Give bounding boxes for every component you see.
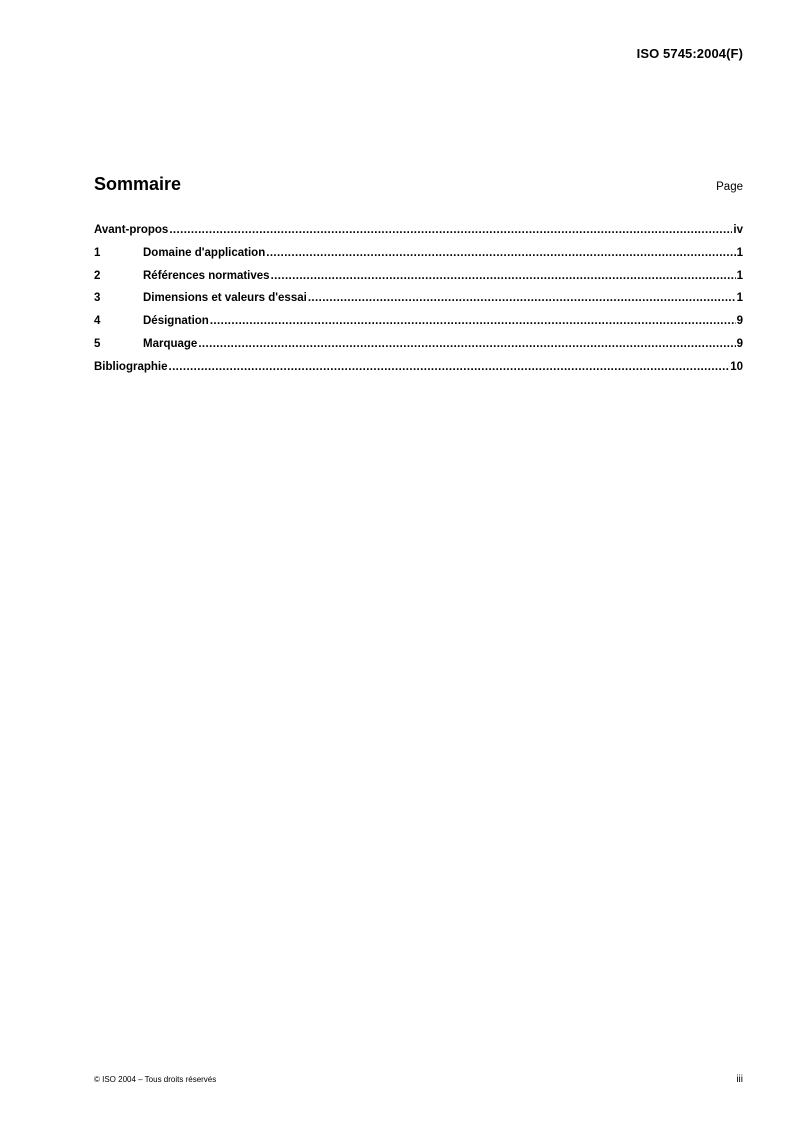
- page-number: iii: [736, 1074, 743, 1085]
- toc-dot-leader: [168, 361, 729, 373]
- toc-entry-label: Désignation: [143, 315, 209, 328]
- toc-entry-label: Références normatives: [143, 269, 270, 282]
- toc-entry-label: Dimensions et valeurs d'essai: [143, 292, 307, 305]
- toc-dot-leader: [308, 292, 736, 304]
- toc-entry-marquage[interactable]: [94, 338, 743, 361]
- toc-entry-bibliographie[interactable]: [94, 361, 743, 384]
- page-footer: [94, 1074, 743, 1085]
- toc-entry-label: Domaine d'application: [143, 246, 266, 259]
- toc-entry-page: 1: [736, 246, 743, 259]
- toc-entry-label: Marquage: [143, 337, 198, 350]
- toc-entry-avant-propos[interactable]: [94, 224, 743, 247]
- toc-entry-number: 3: [94, 292, 101, 305]
- toc-dot-leader: [198, 338, 735, 350]
- toc-entry-number: 2: [94, 269, 101, 282]
- toc-entry-page: 9: [736, 315, 743, 328]
- toc-dot-leader: [266, 247, 735, 259]
- toc-entry-number: 1: [94, 246, 101, 259]
- toc-entry-references-normatives[interactable]: [94, 270, 743, 293]
- toc-entry-dimensions-valeurs-essai[interactable]: [94, 292, 743, 315]
- toc-list: [94, 224, 743, 384]
- toc-dot-leader: [210, 315, 736, 327]
- page-column-label: Page: [716, 181, 743, 193]
- toc-dot-leader: [271, 270, 736, 282]
- toc-entry-page: iv: [733, 224, 743, 236]
- document-id: ISO 5745:2004(F): [636, 46, 743, 61]
- toc-entry-number: 4: [94, 315, 101, 328]
- toc-entry-label: Bibliographie: [94, 360, 168, 373]
- toc-entry-page: 1: [736, 292, 743, 305]
- toc-entry-page: 9: [736, 337, 743, 350]
- toc-entry-number: 5: [94, 337, 101, 350]
- toc-dot-leader: [169, 224, 732, 236]
- toc-entry-domaine-application[interactable]: [94, 247, 743, 270]
- toc-entry-page: 1: [736, 269, 743, 282]
- toc-entry-designation[interactable]: [94, 315, 743, 338]
- toc-entry-page: 10: [730, 360, 743, 373]
- copyright-notice: © ISO 2004 – Tous droits réservés: [94, 1075, 217, 1084]
- toc-title: Sommaire: [94, 174, 182, 194]
- toc-entry-label: Avant-propos: [94, 224, 169, 236]
- toc-header: [94, 174, 743, 195]
